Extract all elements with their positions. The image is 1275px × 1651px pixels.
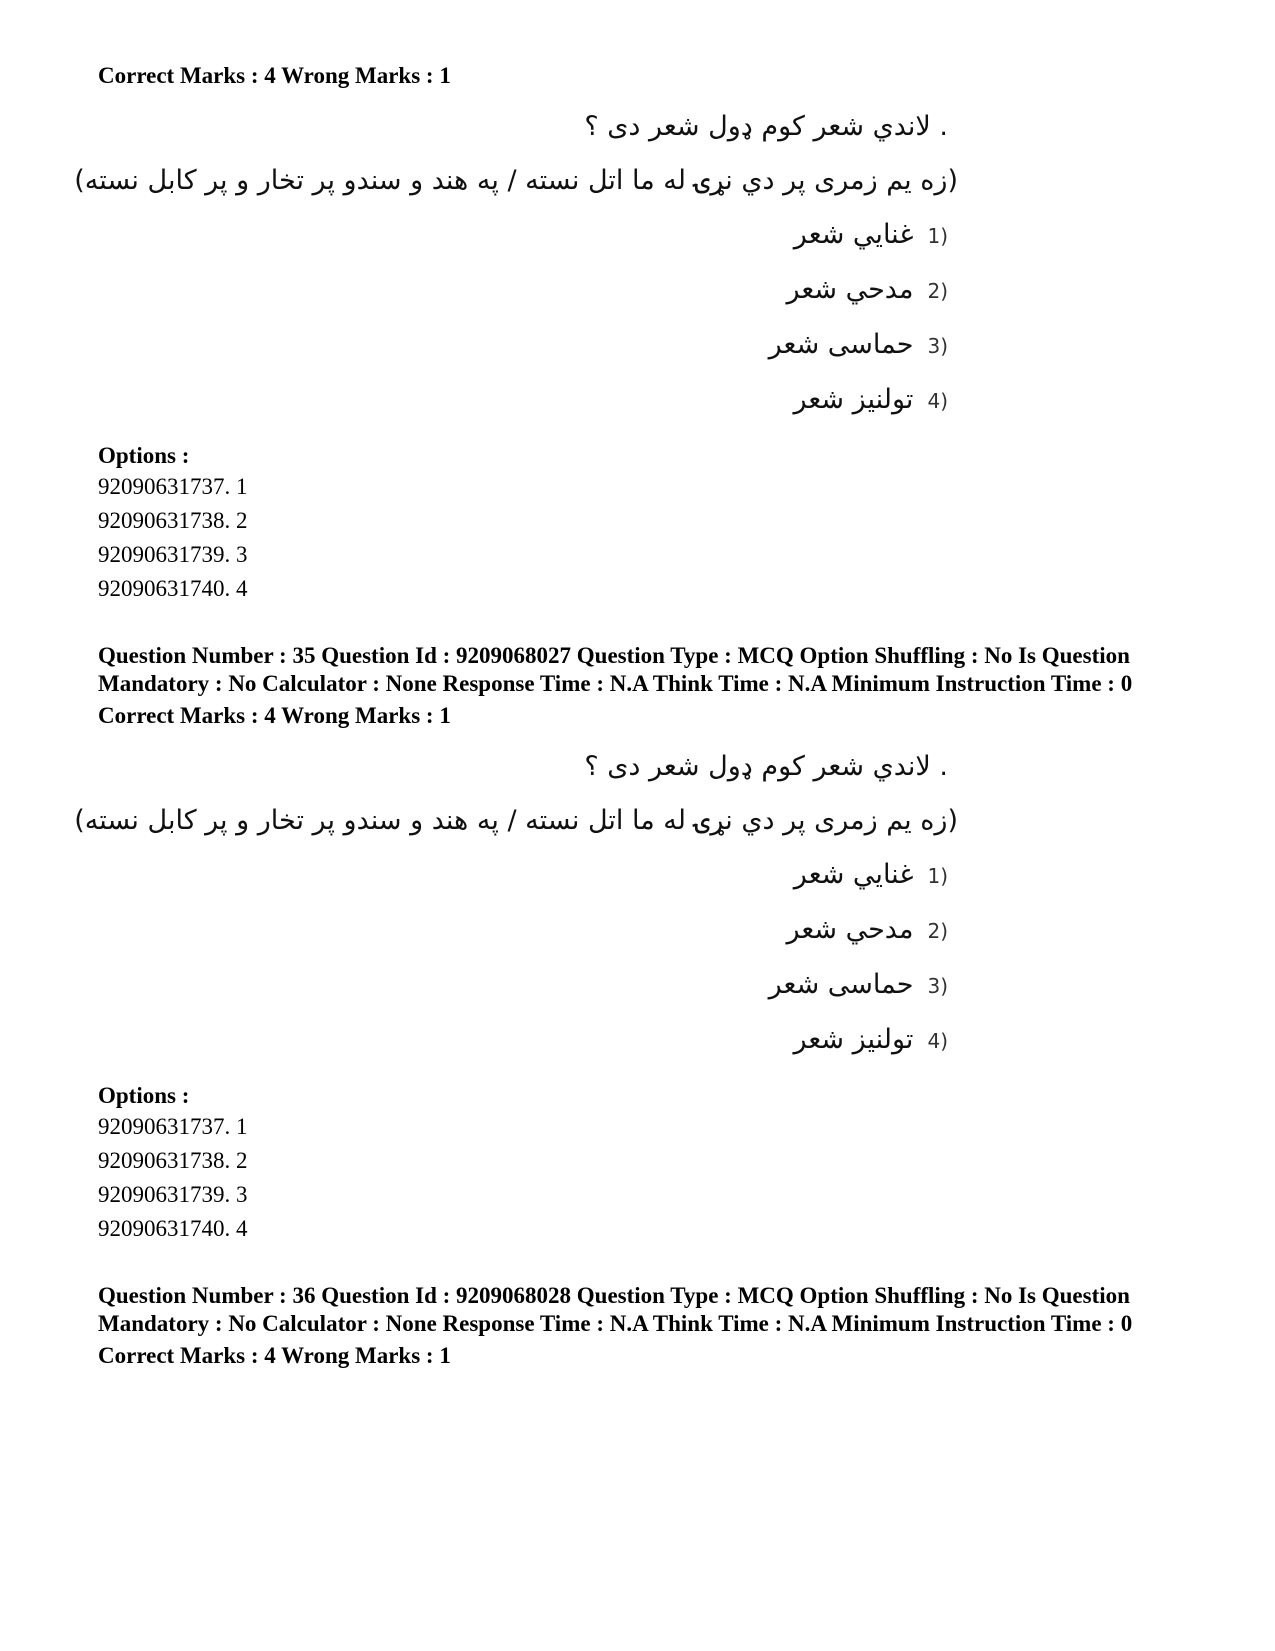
option-id-row: 92090631738. 2 xyxy=(98,1148,248,1173)
marks-line: Correct Marks : 4 Wrong Marks : 1 xyxy=(98,1343,451,1368)
option-text: حماسی شعر xyxy=(768,329,914,360)
document-page xyxy=(74,58,1178,1396)
option-id-row: 92090631740. 4 xyxy=(98,576,248,601)
option-text: تولنيز شعر xyxy=(793,384,914,415)
options-label: Options : xyxy=(98,1083,190,1108)
option-text: مدحي شعر xyxy=(786,274,914,305)
question-stem: . لاندي شعر کوم ډول شعر دی ؟ xyxy=(584,751,948,782)
option-number: (2 xyxy=(927,919,948,943)
option-id-row: 92090631737. 1 xyxy=(98,1114,248,1139)
option-id-row: 92090631740. 4 xyxy=(98,1216,248,1241)
option-id-row: 92090631737. 1 xyxy=(98,474,248,499)
question-option xyxy=(98,318,958,373)
option-number: (4 xyxy=(927,1029,948,1053)
option-text: غنایي شعر xyxy=(793,219,914,250)
option-id-row: 92090631739. 3 xyxy=(98,1182,248,1207)
marks-line: Correct Marks : 4 Wrong Marks : 1 xyxy=(98,703,451,728)
option-number: (2 xyxy=(927,279,948,303)
option-number: (4 xyxy=(927,389,948,413)
option-text: غنایي شعر xyxy=(793,859,914,890)
options-label: Options : xyxy=(98,443,190,468)
question-context: (زه یم زمری پر دي نړۍ له ما اتل نسته / په هند و سندو پر تخار و پر کابل نسته) xyxy=(74,165,958,196)
question-option xyxy=(98,373,958,428)
marks-line: Correct Marks : 4 Wrong Marks : 1 xyxy=(98,63,451,88)
question-option xyxy=(98,903,958,958)
question-image xyxy=(74,740,958,1068)
option-number: (3 xyxy=(927,334,948,358)
option-number: (1 xyxy=(927,864,948,888)
question-header: Question Number : 35 Question Id : 9209068027 Question Type : MCQ Option Shuffling : No Is Question Mandatory : No Calculator : None Response Time : N.A Think Time : N.A Minimum Instruction Time : 0 xyxy=(98,643,1133,696)
option-number: (1 xyxy=(927,224,948,248)
question-block-34 xyxy=(74,62,1178,606)
question-option xyxy=(98,1013,958,1068)
option-text: مدحي شعر xyxy=(786,914,914,945)
option-text: تولنيز شعر xyxy=(793,1024,914,1055)
question-option xyxy=(98,208,958,263)
question-context: (زه یم زمری پر دي نړۍ له ما اتل نسته / په هند و سندو پر تخار و پر کابل نسته) xyxy=(74,805,958,836)
question-option xyxy=(98,263,958,318)
question-image xyxy=(74,100,958,428)
option-number: (3 xyxy=(927,974,948,998)
option-text: حماسی شعر xyxy=(768,969,914,1000)
question-block-36 xyxy=(98,1282,1178,1370)
question-header: Question Number : 36 Question Id : 9209068028 Question Type : MCQ Option Shuffling : No Is Question Mandatory : No Calculator : None Response Time : N.A Think Time : N.A Minimum Instruction Time : 0 xyxy=(98,1283,1133,1336)
question-option xyxy=(98,958,958,1013)
question-block-35 xyxy=(74,642,1178,1246)
option-id-row: 92090631738. 2 xyxy=(98,508,248,533)
question-option xyxy=(98,848,958,903)
option-id-row: 92090631739. 3 xyxy=(98,542,248,567)
question-stem: . لاندي شعر کوم ډول شعر دی ؟ xyxy=(584,111,948,142)
